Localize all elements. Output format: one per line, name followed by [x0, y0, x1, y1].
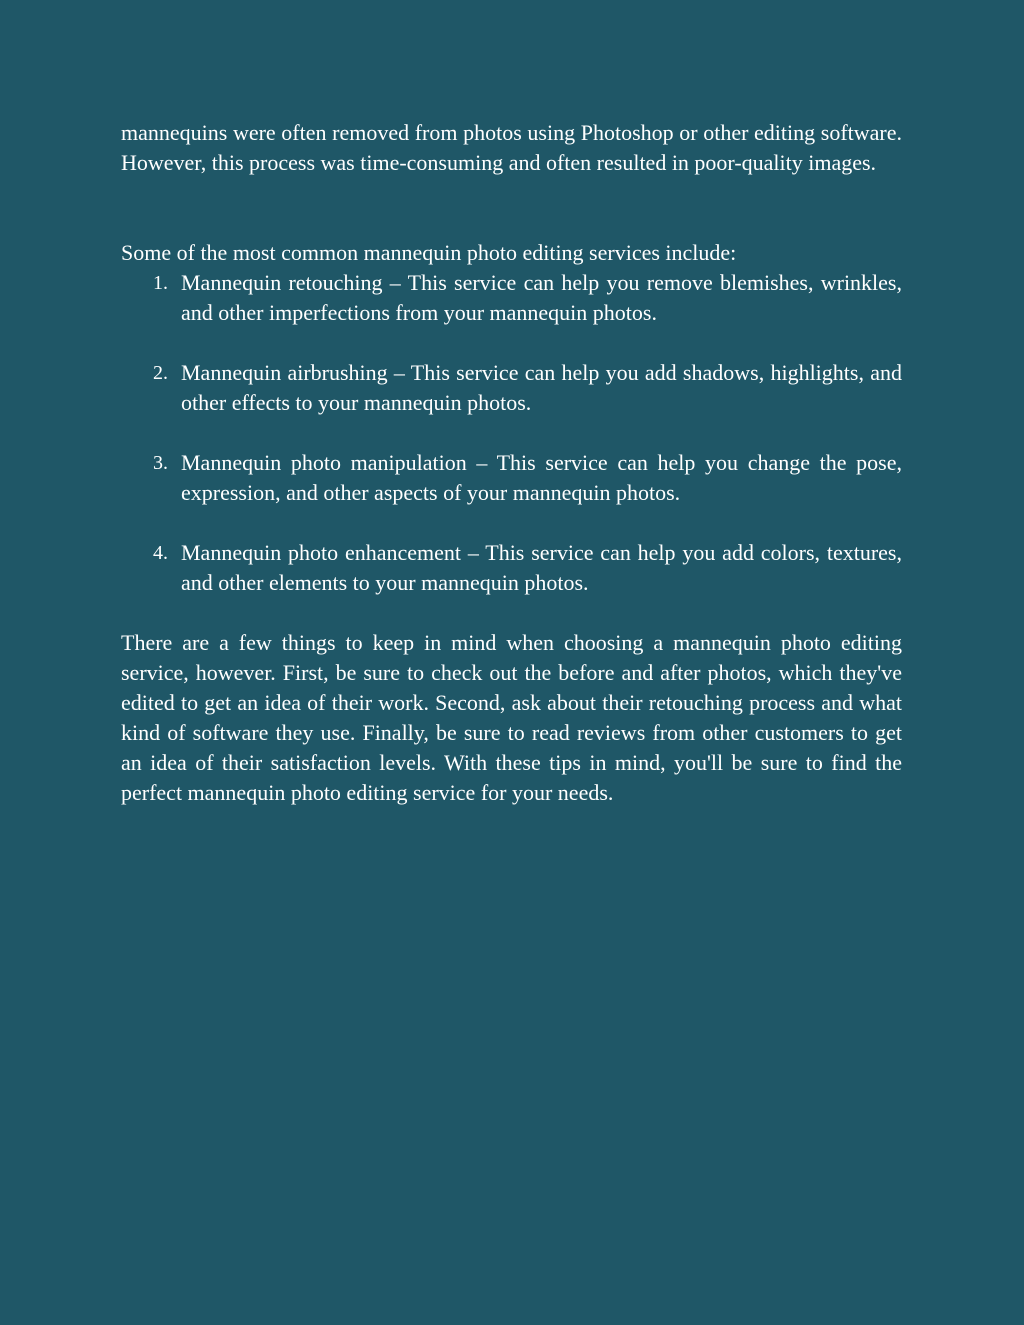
- list-intro: Some of the most common mannequin photo editing services include:: [121, 240, 737, 265]
- list-number: 4.: [153, 542, 168, 564]
- list-item: [121, 268, 902, 328]
- paragraph-spacer: [121, 598, 902, 628]
- list-item-text: Mannequin photo enhancement – This service can help you add colors, textures, and other elements to your mannequin photos.: [181, 540, 902, 595]
- list-item-text: Mannequin retouching – This service can help you remove blemishes, wrinkles, and other imperfections from your mannequin photos.: [181, 270, 902, 325]
- services-list: [121, 268, 902, 598]
- list-number: 1.: [153, 272, 168, 294]
- document-body: [121, 118, 902, 808]
- list-item: [121, 448, 902, 508]
- list-item-text: Mannequin photo manipulation – This service can help you change the pose, expression, and other aspects of your mannequin photos.: [181, 450, 902, 505]
- list-number: 3.: [153, 452, 168, 474]
- list-item: [121, 358, 902, 418]
- paragraph-spacer: [121, 178, 902, 238]
- list-item-text: Mannequin airbrushing – This service can help you add shadows, highlights, and other effects to your mannequin photos.: [181, 360, 902, 415]
- intro-paragraph: mannequins were often removed from photos using Photoshop or other editing software. However, this process was time-consuming and often resulted in poor-quality images.: [121, 120, 902, 175]
- list-item: [121, 538, 902, 598]
- closing-paragraph: There are a few things to keep in mind when choosing a mannequin photo editing service, however. First, be sure to check out the before and after photos, which they've edited to get an idea of their work. Second, ask about their retouching process and what kind of software they use. Finally, be sure to read reviews from other customers to get an idea of their satisfaction levels. With these tips in mind, you'll be sure to find the perfect mannequin photo editing service for your needs.: [121, 630, 902, 805]
- list-number: 2.: [153, 362, 168, 384]
